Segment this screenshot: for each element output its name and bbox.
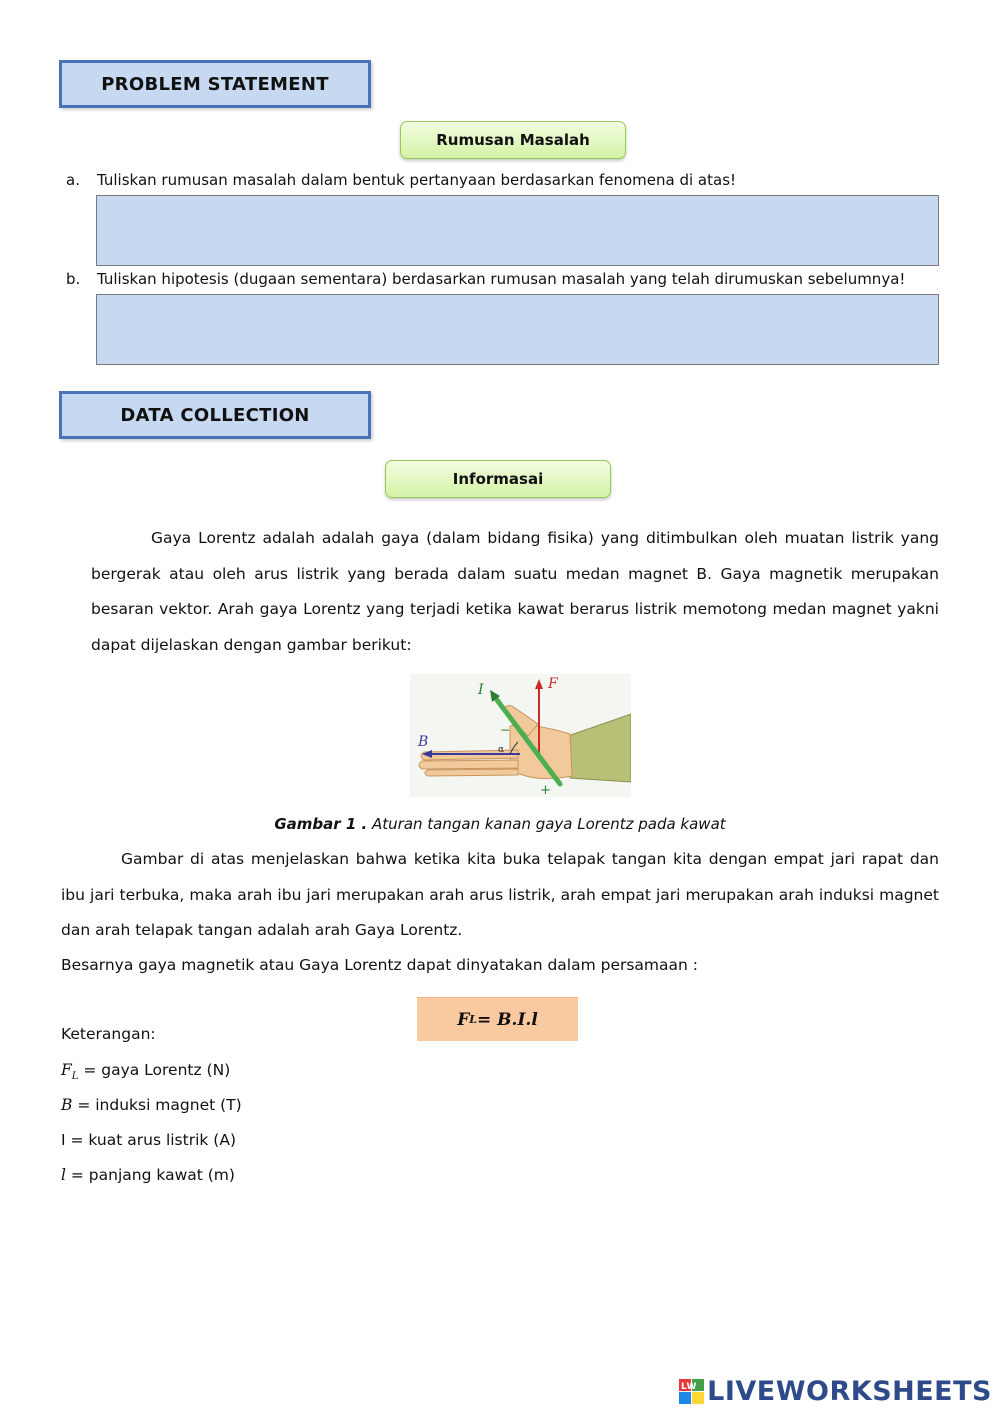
question-b-text: Tuliskan hipotesis (dugaan sementara) berdasarkan rumusan masalah yang telah dirumuskan sebelumnya! xyxy=(97,270,906,288)
force-label: F xyxy=(548,676,558,692)
plus-label: + xyxy=(540,783,551,797)
rumusan-masalah-subheader: Rumusan Masalah xyxy=(400,121,626,159)
finger-shape xyxy=(425,769,518,776)
legend-item-current: I = kuat arus listrik (A) xyxy=(61,1131,236,1149)
question-a-text: Tuliskan rumusan masalah dalam bentuk pertanyaan berdasarkan fenomena di atas! xyxy=(97,171,737,189)
minus-label: − xyxy=(500,723,511,737)
right-hand-rule-figure xyxy=(410,674,631,797)
legend-item-force: $F_L$ = gaya Lorentz (N) xyxy=(61,1061,231,1083)
angle-label: α xyxy=(498,745,505,755)
svg-text:LW: LW xyxy=(681,1381,698,1392)
problem-statement-header: PROBLEM STATEMENT xyxy=(59,60,371,108)
lorentz-formula: F L = B.I.l xyxy=(417,997,578,1041)
explanation-paragraph: Gambar di atas menjelaskan bahwa ketika kita buka telapak tangan kita dengan empat jari rapat dan ibu jari terbuka, maka arah ibu jari merupakan arah arus listrik, arah empat jari merupakan arah induksi magnet dan arah telapak tangan adalah arah Gaya Lorentz. xyxy=(61,850,939,939)
legend-item-field: B = induksi magnet (T) xyxy=(61,1096,242,1114)
answer-b-field[interactable] xyxy=(96,294,939,365)
question-a-label: a. xyxy=(66,171,80,189)
liveworksheets-logo xyxy=(679,1376,992,1407)
field-label: B xyxy=(418,734,429,750)
current-label: I xyxy=(478,682,484,698)
formula-intro: Besarnya gaya magnetik atau Gaya Lorentz dapat dinyatakan dalam persamaan : xyxy=(61,956,698,974)
liveworksheets-name: LIVEWORKSHEETS xyxy=(707,1376,992,1407)
legend-item-length: l = panjang kawat (m) xyxy=(61,1166,235,1184)
figure-caption-text: Aturan tangan kanan gaya Lorentz pada kawat xyxy=(367,815,726,833)
figure-caption-number: Gambar 1 . xyxy=(274,815,368,833)
intro-paragraph: Gaya Lorentz adalah adalah gaya (dalam bidang fisika) yang ditimbulkan oleh muatan listrik yang bergerak atau oleh arus listrik yang berada dalam suatu medan magnet B. Gaya magnetik merupakan besaran vektor. Arah gaya Lorentz yang terjadi ketika kawat berarus listrik memotong medan magnet yakni dapat dijelaskan dengan gambar berikut: xyxy=(91,529,939,654)
answer-a-field[interactable] xyxy=(96,195,939,266)
figure-caption xyxy=(0,815,1000,833)
legend-title: Keterangan: xyxy=(61,1025,156,1043)
data-collection-header: DATA COLLECTION xyxy=(59,391,371,439)
informasi-subheader: Informasai xyxy=(385,460,611,498)
question-b-label: b. xyxy=(66,270,81,288)
liveworksheets-logo-icon xyxy=(679,1379,705,1405)
finger-shape xyxy=(419,760,518,769)
